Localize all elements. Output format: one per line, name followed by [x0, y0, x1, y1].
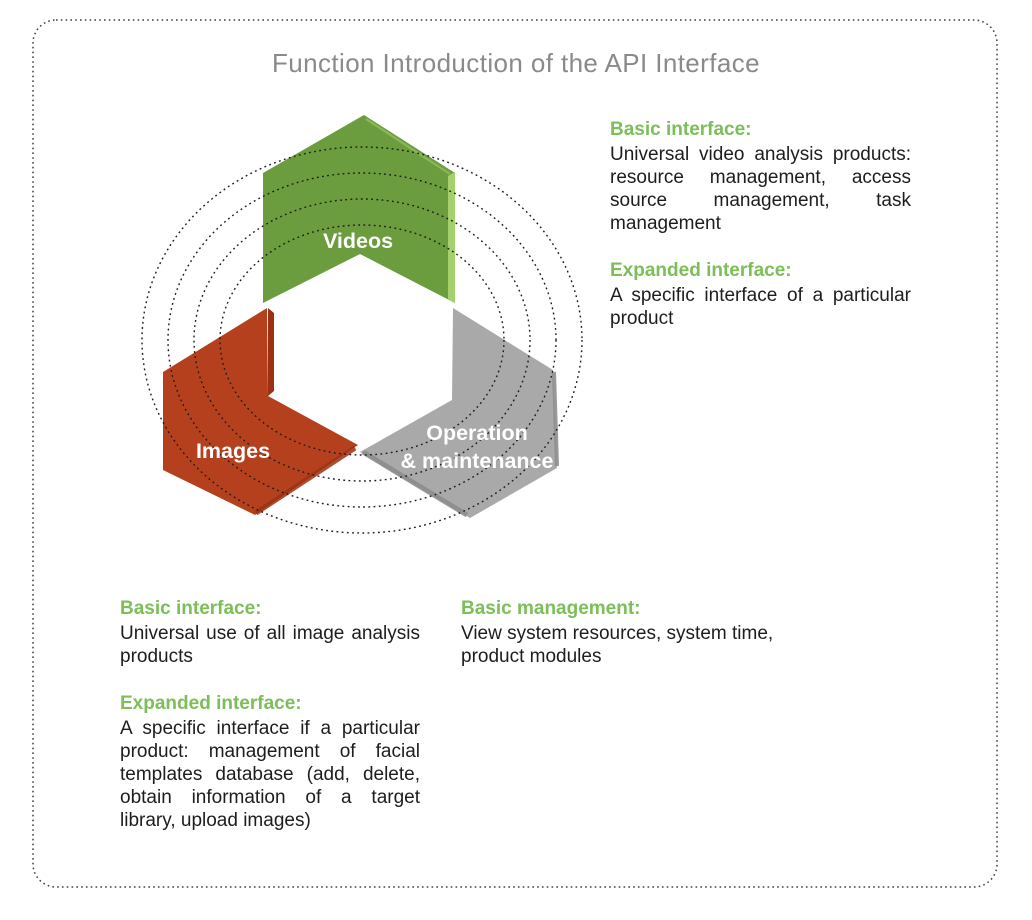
operation-note-body-basic: View system resources, system time, product modules — [461, 623, 774, 667]
operation-label-line2: & maintenance — [400, 449, 554, 473]
page-title: Function Introduction of the API Interface — [272, 48, 760, 78]
images-segment — [163, 308, 358, 515]
images-note — [120, 597, 420, 832]
operation-segment — [360, 308, 557, 518]
images-chevron — [163, 308, 358, 515]
images-label: Images — [195, 439, 271, 463]
videos-note-body-expanded: A specific interface of a particular product — [610, 285, 911, 329]
images-note-body-basic: Universal use of all image analysis products — [120, 623, 420, 667]
videos-note-heading-expanded: Expanded interface: — [610, 260, 792, 281]
operation-chevron — [360, 308, 557, 518]
videos-label: Videos — [322, 229, 394, 253]
videos-chevron — [263, 115, 455, 303]
videos-chevron-edge-highlight — [448, 172, 455, 303]
videos-note — [610, 118, 911, 330]
videos-note-heading-basic: Basic interface: — [610, 119, 752, 140]
operation-label-line1: Operation — [426, 421, 528, 445]
operation-note — [461, 597, 783, 668]
images-note-body-expanded: A specific interface if a particular product: management of facial templates database (add, delete, obtain information of a target library, upload images) — [120, 718, 420, 831]
images-note-heading-basic: Basic interface: — [120, 598, 262, 619]
operation-note-heading-basic: Basic management: — [461, 598, 641, 619]
images-chevron-edge-right — [268, 308, 274, 396]
images-note-heading-expanded: Expanded interface: — [120, 693, 302, 714]
videos-note-body-basic: Universal video analysis products: resource management, access source management, task management — [610, 144, 911, 234]
videos-segment — [263, 115, 455, 303]
